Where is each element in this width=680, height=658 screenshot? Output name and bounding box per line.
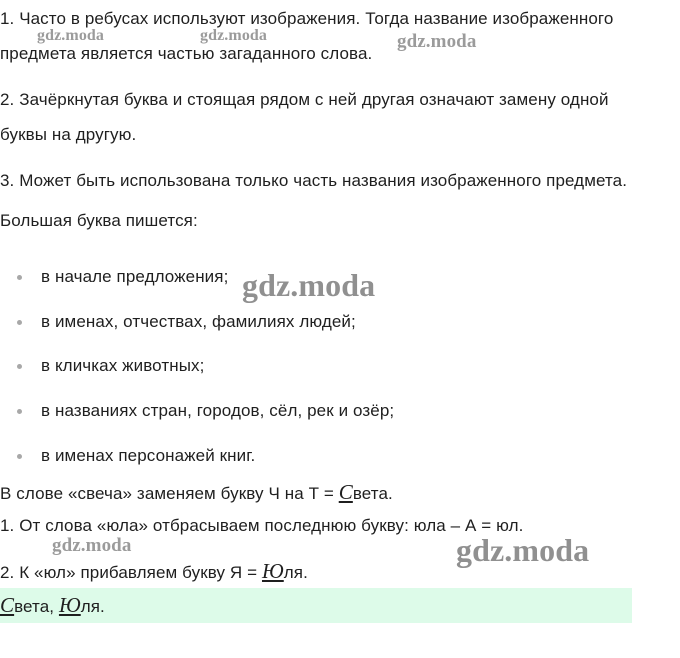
list-item-text: в названиях стран, городов, сёл, рек и озёр; — [41, 401, 395, 420]
bullet-icon — [17, 454, 22, 459]
watermark: gdz.moda — [242, 267, 376, 303]
solution-step-yulya — [0, 560, 308, 584]
handwritten-capital-letter: Ю — [261, 559, 284, 583]
handwritten-capital-letter: Ю — [58, 593, 81, 617]
rebus-rule-2-line-1: 2. Зачёркнутая буква и стоящая рядом с ней другая означают замену одной — [0, 90, 609, 109]
list-item-text: в именах персонажей книг. — [41, 446, 256, 465]
answer-text — [0, 594, 105, 618]
solution-step-text: В слове «свеча» заменяем букву Ч на Т = — [0, 484, 339, 503]
solution-step-sveta — [0, 481, 393, 505]
solution-step-text: ля. — [283, 563, 308, 582]
list-item-text: в именах, отчествах, фамилиях людей; — [41, 312, 356, 331]
watermark: gdz.moda — [37, 27, 105, 44]
list-item-text: в кличках животных; — [41, 356, 205, 375]
answer-word: вета, — [14, 597, 59, 616]
capital-letter-heading: Большая буква пишется: — [0, 211, 198, 230]
handwritten-capital-letter: С — [0, 593, 15, 617]
list-item-text: в начале предложения; — [41, 267, 229, 286]
rebus-rule-1-line-2: предмета является частью загаданного слова. — [0, 44, 373, 63]
watermark: gdz.moda — [52, 535, 132, 556]
answer-word: ля. — [80, 597, 105, 616]
bullet-icon — [17, 409, 22, 414]
handwritten-capital-letter: С — [338, 480, 353, 504]
rebus-rule-1-line-1: 1. Часто в ребусах используют изображения. Тогда название изображенного — [0, 9, 614, 28]
watermark: gdz.moda — [200, 27, 268, 44]
watermark: gdz.moda — [397, 31, 477, 52]
bullet-icon — [17, 275, 22, 280]
solution-step-yula: 1. От слова «юла» отбрасываем последнюю букву: юла – А = юл. — [0, 516, 524, 535]
rebus-rule-2-line-2: буквы на другую. — [0, 125, 137, 144]
bullet-icon — [17, 364, 22, 369]
watermark: gdz.moda — [456, 532, 590, 568]
answer-box — [0, 588, 632, 623]
solution-step-text: 2. К «юл» прибавляем букву Я = — [0, 563, 262, 582]
bullet-icon — [17, 320, 22, 325]
rebus-rule-3: 3. Может быть использована только часть названия изображенного предмета. — [0, 171, 628, 190]
solution-step-text: вета. — [352, 484, 393, 503]
